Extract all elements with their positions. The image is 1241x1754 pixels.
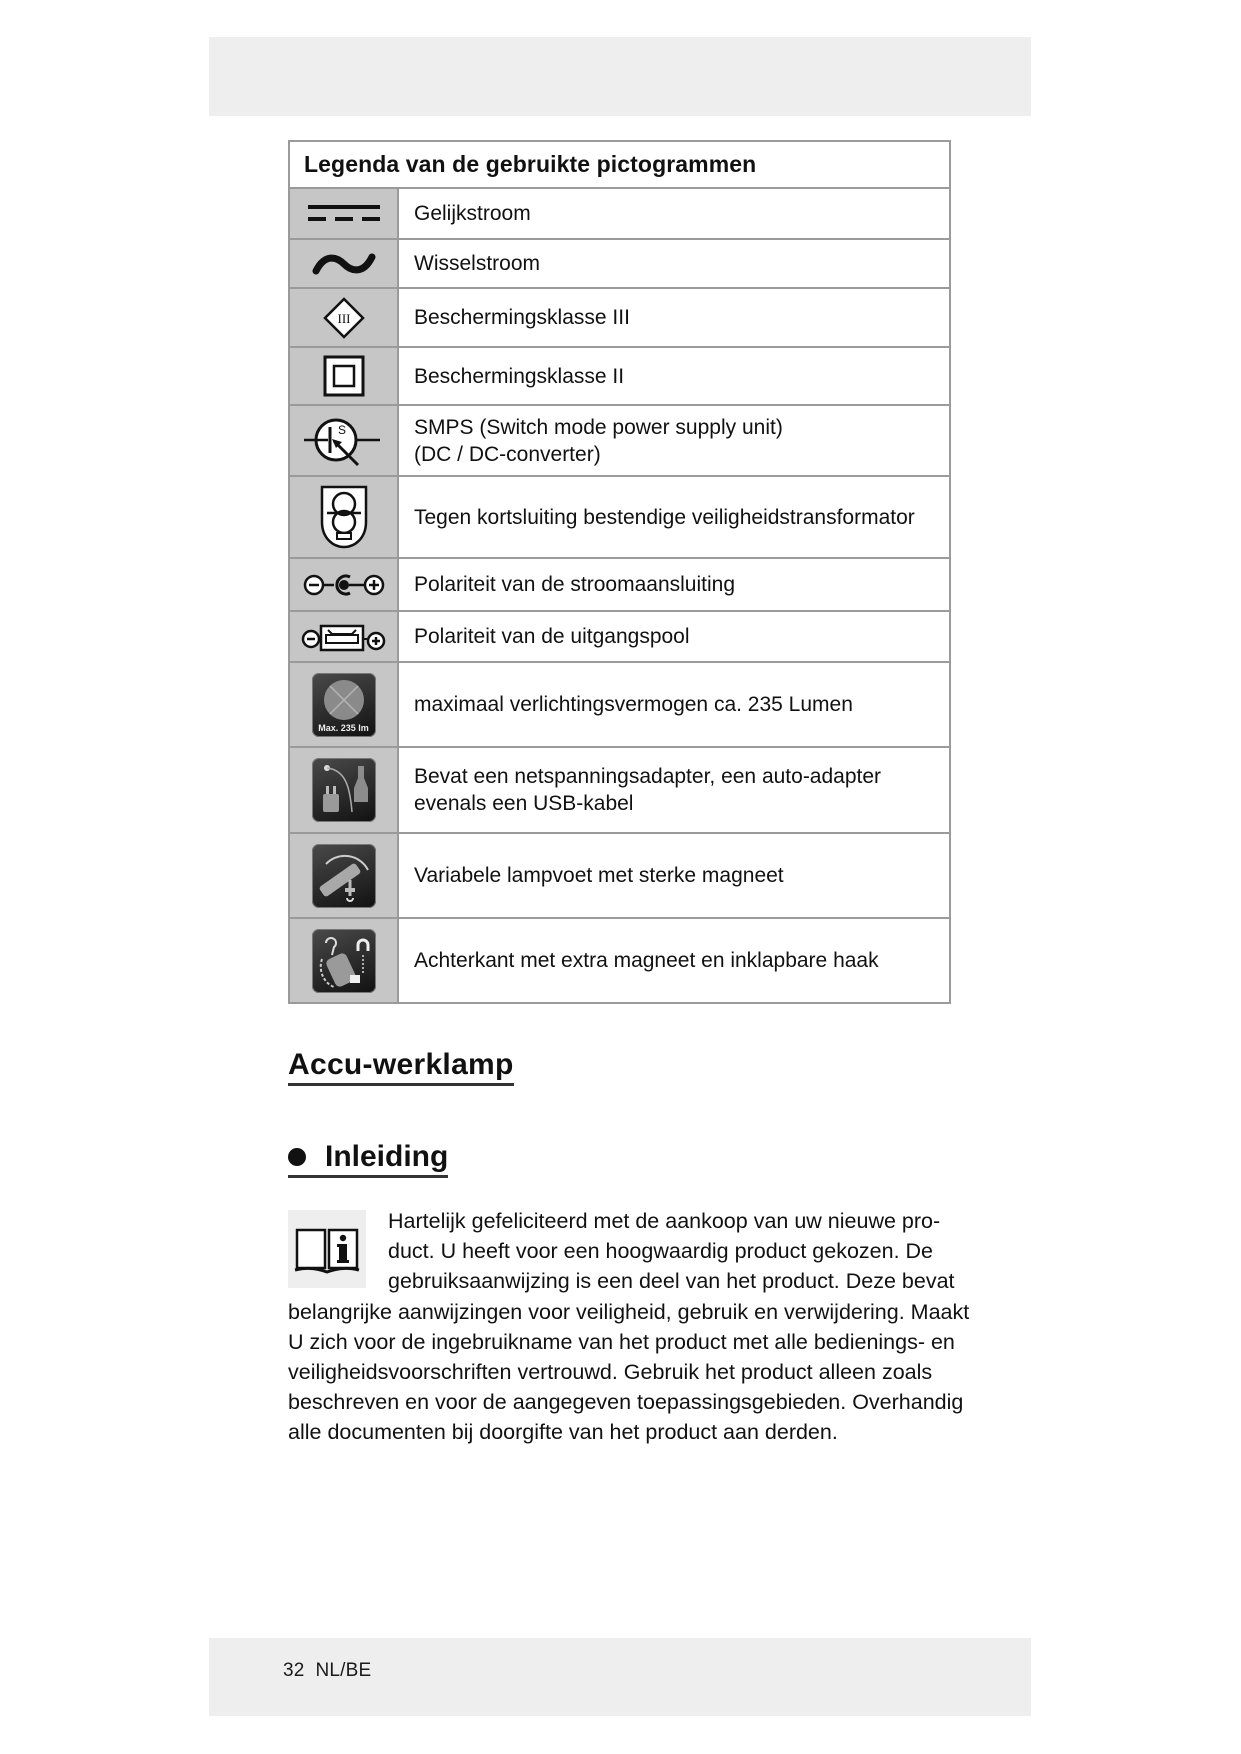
legend-row bbox=[290, 919, 949, 1002]
short-circuit-proof-transformer-icon bbox=[290, 477, 399, 557]
legend-text: Polariteit van de stroomaansluiting bbox=[414, 573, 736, 596]
max-lumen-label: Max. 235 lm bbox=[318, 722, 369, 733]
subsection-title-text: Inleiding bbox=[325, 1140, 449, 1173]
section-title: Accu-werklamp bbox=[288, 1048, 514, 1086]
legend-text: SMPS (Switch mode power supply unit) bbox=[414, 415, 783, 439]
adapters-included-icon bbox=[312, 758, 376, 822]
legend-row bbox=[290, 289, 949, 348]
svg-text:III: III bbox=[337, 310, 350, 326]
alternating-current-icon bbox=[290, 240, 399, 287]
intro-line: veiligheidsvoorschriften vertrouwd. Gebruik het product alleen zoals bbox=[288, 1360, 933, 1385]
protection-class-ii-icon bbox=[290, 348, 399, 404]
header-band bbox=[209, 37, 1031, 116]
legend-row bbox=[290, 663, 949, 748]
bullet-icon bbox=[288, 1148, 306, 1166]
intro-line: gebruiksaanwijzing is een deel van het product. Deze bevat bbox=[388, 1269, 955, 1294]
intro-line: Hartelijk gefeliciteerd met de aankoop van uw nieuwe pro- bbox=[388, 1209, 941, 1233]
legend-text: Tegen kortsluiting bestendige veiligheidstransformator bbox=[414, 505, 915, 529]
legend-text: Polariteit van de uitgangspool bbox=[414, 625, 690, 648]
legend-text: Gelijkstroom bbox=[414, 202, 531, 225]
svg-text:S: S bbox=[337, 422, 346, 437]
direct-current-icon bbox=[290, 189, 399, 238]
legend-row bbox=[290, 834, 949, 919]
legend-title: Legenda van de gebruikte pictogrammen bbox=[290, 142, 949, 189]
legend-row bbox=[290, 406, 949, 477]
legend-row bbox=[290, 189, 949, 240]
output-socket-polarity-icon bbox=[290, 612, 399, 661]
legend-row bbox=[290, 748, 949, 834]
intro-line: belangrijke aanwijzingen voor veiligheid, gebruik en verwijdering. Maakt bbox=[288, 1299, 970, 1324]
legend-text: Achterkant met extra magneet en inklapbare haak bbox=[414, 949, 879, 972]
subsection-title bbox=[288, 1140, 448, 1178]
legend-text: Beschermingsklasse III bbox=[414, 306, 630, 329]
legend-text: Bevat een netspanningsadapter, een auto-adapter bbox=[414, 765, 882, 788]
intro-line: duct. U heeft voor een hoogwaardig product gekozen. De bbox=[388, 1239, 934, 1264]
legend-row bbox=[290, 559, 949, 612]
legend-text: maximaal verlichtingsvermogen ca. 235 Lumen bbox=[414, 693, 853, 716]
smps-icon bbox=[290, 406, 399, 475]
intro-line: beschreven en voor de aangegeven toepassingsgebieden. Overhandig bbox=[288, 1390, 964, 1415]
protection-class-iii-icon bbox=[290, 289, 399, 346]
legend-text: Beschermingsklasse II bbox=[414, 364, 625, 388]
legend-row bbox=[290, 348, 949, 406]
legend-row bbox=[290, 477, 949, 559]
pictogram-legend-table bbox=[288, 140, 951, 1004]
intro-line: alle documenten bij doorgifte van het product aan derden. bbox=[288, 1420, 838, 1445]
intro-line: U zich voor de ingebruikname van het product met alle bedienings- en bbox=[288, 1329, 955, 1354]
legend-text: evenals een USB-kabel bbox=[414, 792, 634, 815]
legend-text: (DC / DC-converter) bbox=[414, 442, 601, 466]
legend-text: Wisselstroom bbox=[414, 252, 541, 275]
max-lumen-icon bbox=[312, 673, 376, 737]
page-number: 32 NL/BE bbox=[283, 1660, 372, 1681]
magnetic-lamp-base-icon bbox=[312, 844, 376, 908]
rear-magnet-hook-icon bbox=[312, 929, 376, 993]
legend-row bbox=[290, 240, 949, 289]
legend-row bbox=[290, 612, 949, 663]
intro-paragraph bbox=[288, 1206, 970, 1448]
connector-polarity-icon bbox=[290, 559, 399, 610]
legend-text: Variabele lampvoet met sterke magneet bbox=[414, 864, 784, 887]
